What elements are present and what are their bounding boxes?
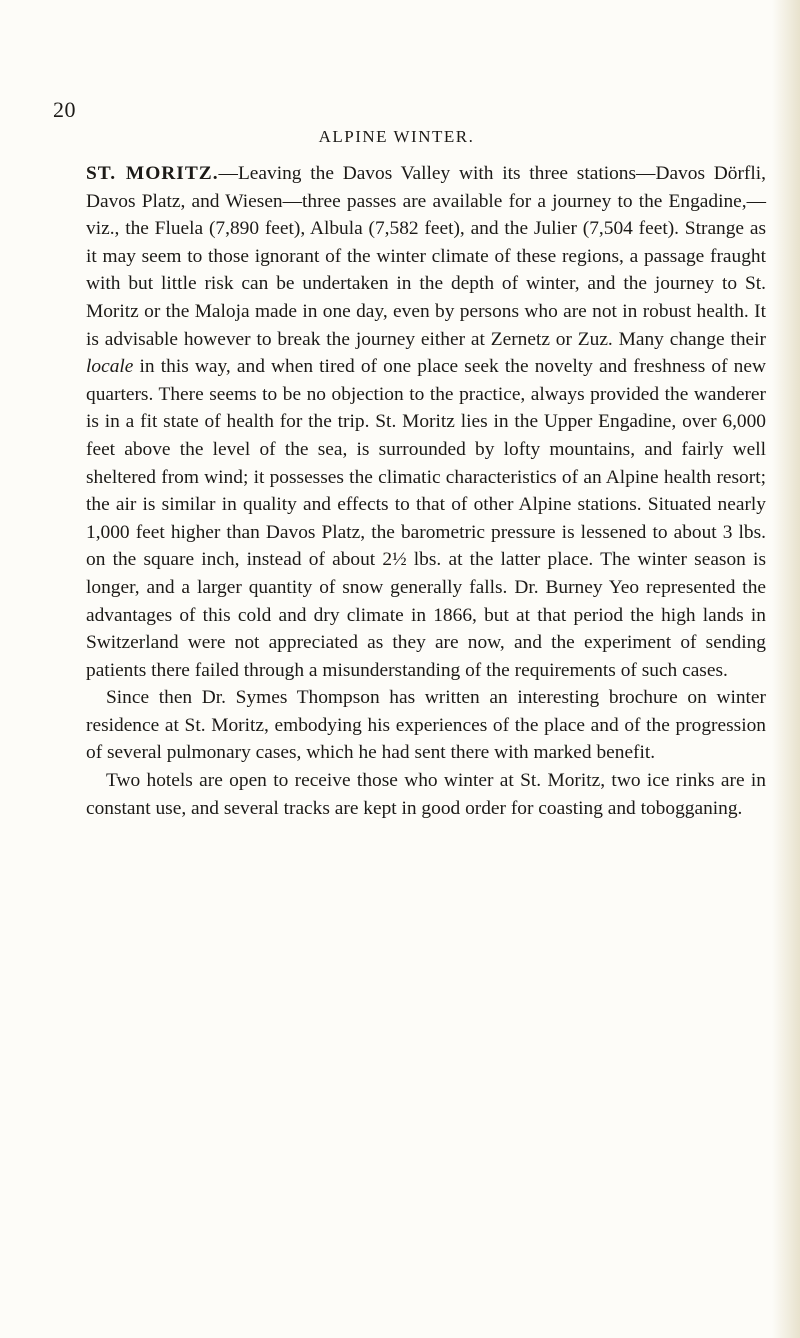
- paragraph-text-continued: in this way, and when tired of one place seek the novelty and freshness of new quarters. There seems to be no objection to the practice, always provided the wanderer is in a fit state of health for the trip. St. Moritz lies in the Upper Engadine, over 6,000 feet above the level of the sea, is surrounded by lofty mountains, and fairly well sheltered from wind; it possesses the climatic characteristics of an Alpine health resort; the air is similar in quality and effects to that of other Alpine stations. Situated nearly 1,000 feet higher than Davos Platz, the barometric pressure is lessened to about 3 lbs. on the square inch, instead of about 2½ lbs. at the latter place. The winter season is longer, and a larger quantity of snow generally falls. Dr. Burney Yeo represented the advantages of this cold and dry climate in 1866, but at that period the high lands in Switzerland were not appreciated as they are now, and the experiment of sending patients there failed through a misunderstanding of the requirements of such cases.: [86, 356, 766, 681]
- paragraph-st-moritz: [86, 160, 766, 684]
- section-lead-heading: ST. MORITZ.: [86, 163, 219, 184]
- paragraph-text: —Leaving the Davos Valley with its three stations—Davos Dörfli, Davos Platz, and Wiesen—three passes are available for a journey to the Engadine,—viz., the Fluela (7,890 feet), Albula (7,582 feet), and the Julier (7,504 feet). Strange as it may seem to those ignorant of the winter climate of these regions, a passage fraught with but little risk can be undertaken in the depth of winter, and the journey to St. Moritz or the Maloja made in one day, even by persons who are not in robust health. It is advisable however to break the journey either at Zernetz or Zuz. Many change their: [86, 163, 766, 350]
- page-edge-shading: [772, 0, 800, 1338]
- body-text: [86, 160, 766, 822]
- page-number: 20: [53, 97, 76, 122]
- running-head: ALPINE WINTER.: [318, 127, 475, 146]
- paragraph-hotels: Two hotels are open to receive those who winter at St. Moritz, two ice rinks are in constant use, and several tracks are kept in good order for coasting and tobogganing.: [86, 770, 766, 819]
- paragraph-symes-thompson: Since then Dr. Symes Thompson has written an interesting brochure on winter residence at St. Moritz, embodying his experiences of the place and of the progression of several pulmonary cases, which he had sent there with marked benefit.: [86, 687, 766, 764]
- italic-word: locale: [86, 356, 134, 378]
